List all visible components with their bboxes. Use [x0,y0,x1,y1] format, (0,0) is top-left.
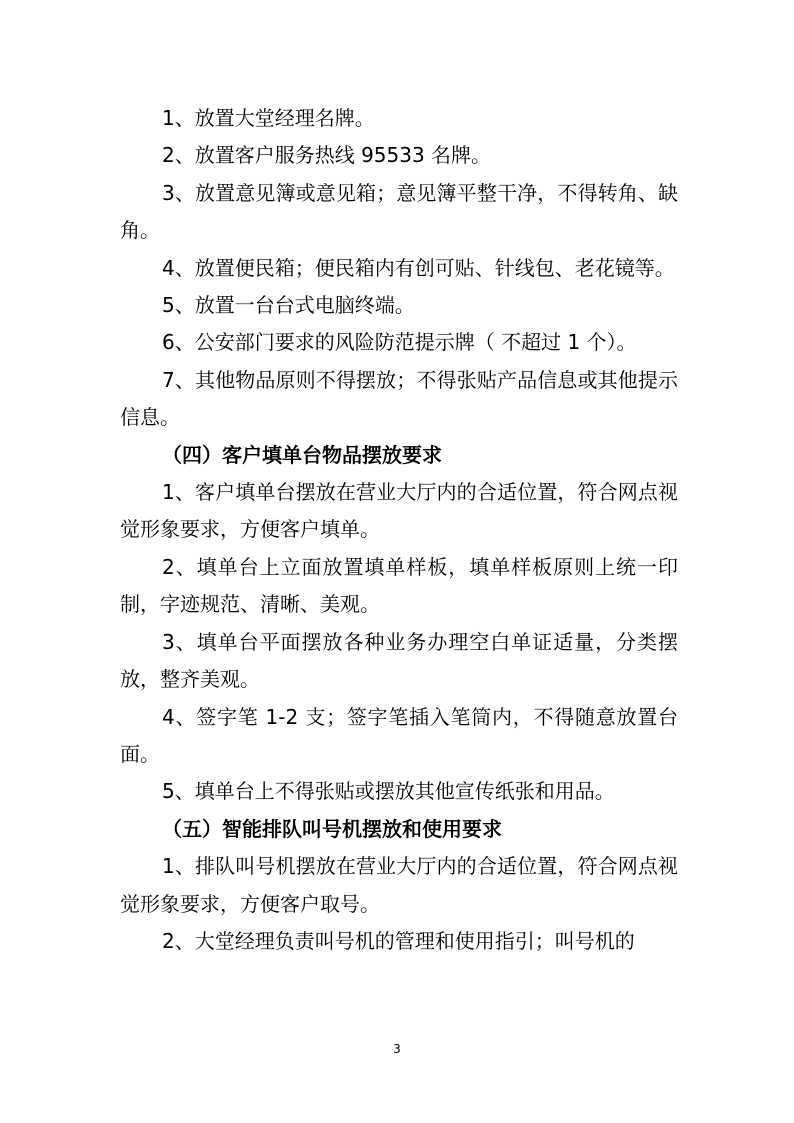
paragraph-3: 3、放置意见簿或意见箱；意见簿平整干净，不得转角、缺角。 [120,180,678,243]
paragraph-15: 1、排队叫号机摆放在营业大厅内的合适位置，符合网点视觉形象要求，方便客户取号。 [120,854,678,916]
paragraph-10: 2、填单台上立面放置填单样板，填单样板原则上统一印制，字迹规范、清晰、美观。 [120,554,678,617]
paragraph-2: 2、放置客户服务热线 95533 名牌。 [162,143,492,168]
paragraph-12: 4、签字笔 1-2 支；签字笔插入笔筒内，不得随意放置台面。 [120,704,678,766]
paragraph-1: 1、放置大堂经理名牌。 [162,106,375,130]
paragraph-5: 5、放置一台台式电脑终端。 [162,293,415,318]
paragraph-16: 2、大堂经理负责叫号机的管理和使用指引；叫号机的 [162,928,635,953]
section-heading-5: （五）智能排队叫号机摆放和使用要求 [162,816,502,841]
paragraph-9: 1、客户填单台摆放在营业大厅内的合适位置，符合网点视觉形象要求，方便客户填单。 [120,480,678,542]
section-heading-4: （四）客户填单台物品摆放要求 [162,442,442,467]
paragraph-4: 4、放置便民箱；便民箱内有创可贴、针线包、老花镜等。 [162,255,675,280]
paragraph-13: 5、填单台上不得张贴或摆放其他宣传纸张和用品。 [162,779,615,804]
paragraph-6: 6、公安部门要求的风险防范提示牌（ 不超过 1 个）。 [162,330,637,355]
paragraph-7: 7、其他物品原则不得摆放；不得张贴产品信息或其他提示信息。 [120,367,678,430]
paragraph-11: 3、填单台平面摆放各种业务办理空白单证适量，分类摆放，整齐美观。 [120,629,678,692]
page-number: 3 [393,1042,401,1056]
document-body [120,100,678,960]
